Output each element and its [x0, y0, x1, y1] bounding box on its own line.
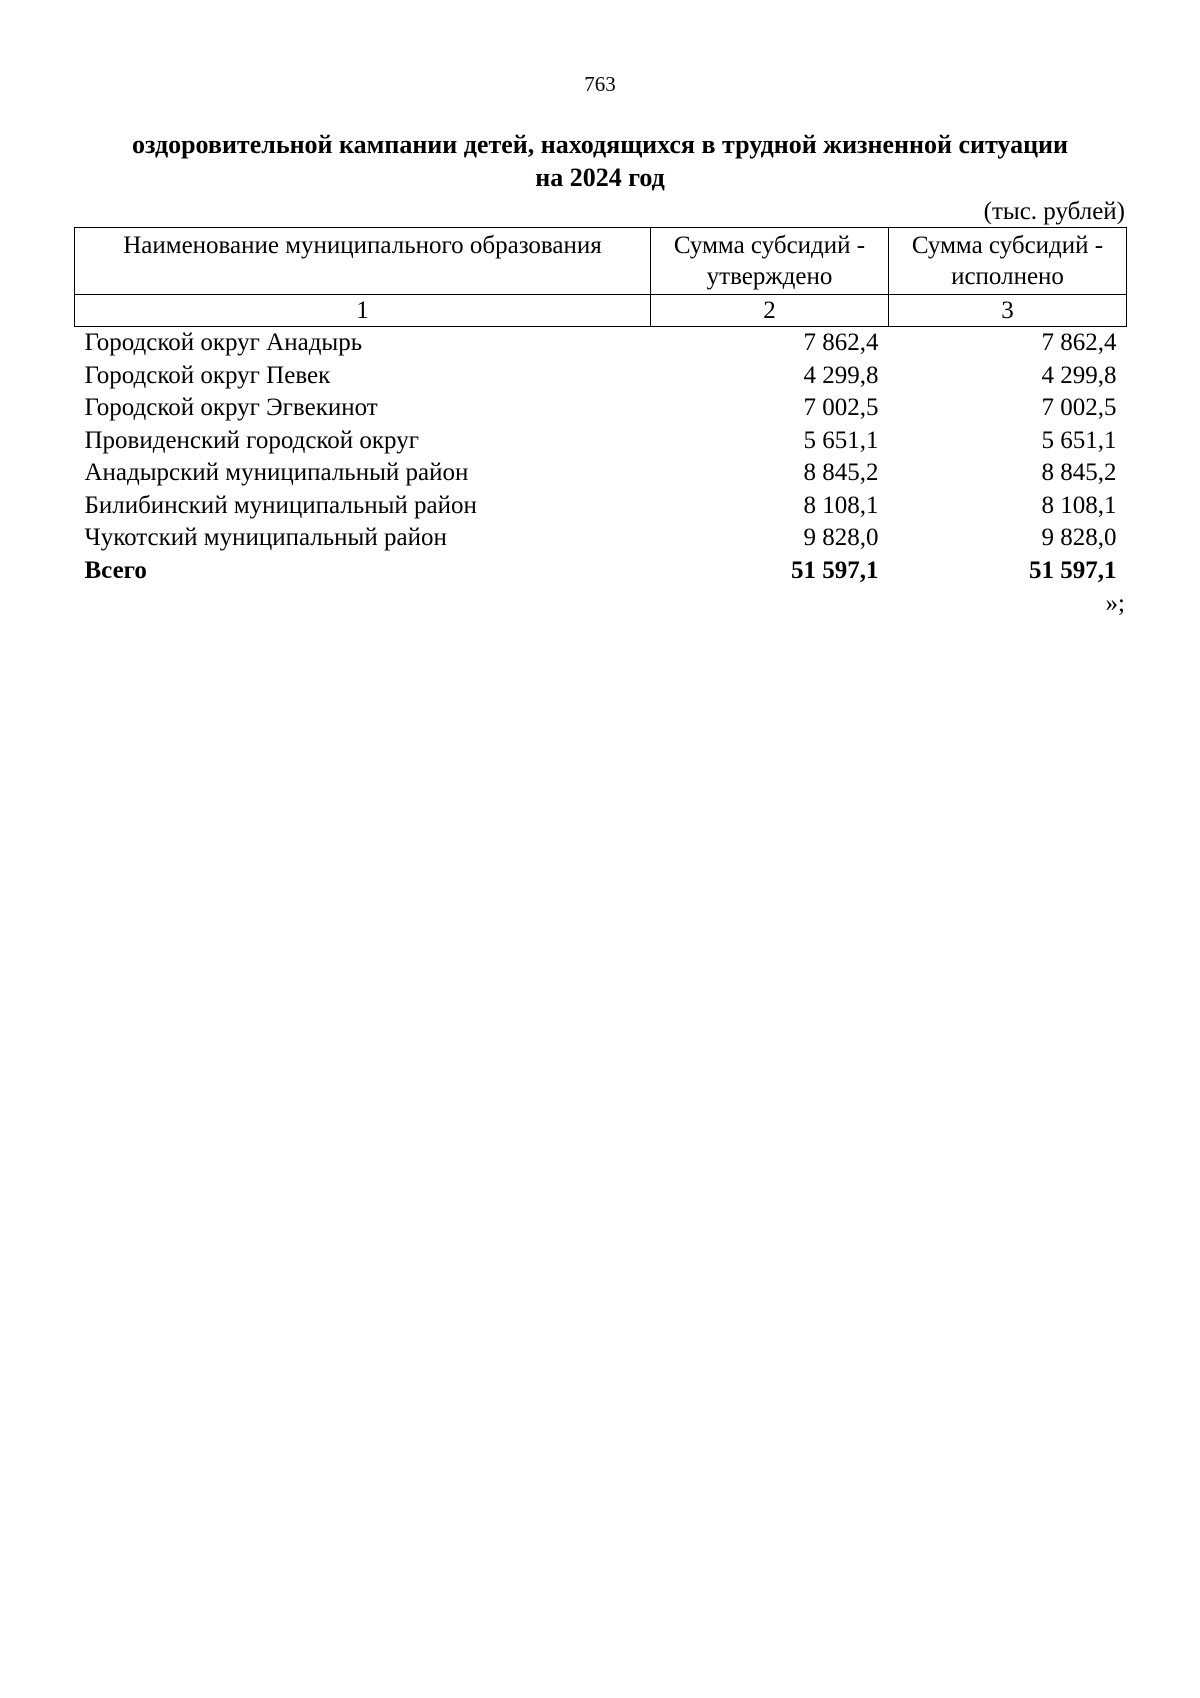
municipality-name: Билибинский муниципальный район — [84, 491, 477, 519]
municipality-name: Городской округ Эгвекинот — [84, 394, 378, 421]
title-line-2: на 2024 год — [535, 163, 665, 192]
column-number-row — [75, 295, 1127, 327]
executed-value: 7 862,4 — [1041, 329, 1117, 356]
executed-value: 5 651,1 — [1041, 426, 1117, 454]
table-row — [75, 490, 1127, 523]
table-header-row — [75, 228, 1127, 295]
header-municipality: Наименование муниципального образования — [75, 228, 651, 295]
municipality-name: Городской округ Певек — [84, 361, 331, 389]
header-executed: Сумма субсидий - исполнено — [889, 228, 1127, 295]
total-approved: 51 597,1 — [791, 556, 879, 584]
executed-value: 7 002,5 — [1041, 394, 1117, 421]
municipality-name: Провиденский городской округ — [84, 426, 419, 454]
closing-quote-mark: »; — [1105, 590, 1125, 617]
executed-value: 9 828,0 — [1041, 524, 1117, 551]
subsidy-table — [74, 227, 1127, 587]
total-row — [75, 555, 1127, 588]
approved-value: 4 299,8 — [803, 361, 879, 389]
units-label: (тыс. рублей) — [983, 198, 1125, 225]
title-line-1: оздоровительной кампании детей, находящихся в трудной жизненной ситуации — [131, 130, 1069, 159]
approved-value: 5 651,1 — [803, 426, 879, 454]
total-executed: 51 597,1 — [1029, 556, 1117, 584]
header-approved: Сумма субсидий - утверждено — [651, 228, 889, 295]
municipality-name: Городской округ Анадырь — [84, 329, 363, 356]
column-number: 1 — [75, 295, 651, 327]
page-title — [60, 128, 1140, 194]
municipality-name: Чукотский муниципальный район — [84, 524, 447, 551]
column-number: 3 — [889, 295, 1127, 327]
table-row — [75, 425, 1127, 458]
column-number: 2 — [651, 295, 889, 327]
executed-value: 8 108,1 — [1041, 491, 1117, 519]
executed-value: 8 845,2 — [1041, 459, 1117, 486]
approved-value: 9 828,0 — [803, 524, 879, 551]
municipality-name: Анадырский муниципальный район — [84, 459, 469, 486]
table-row — [75, 360, 1127, 393]
approved-value: 7 862,4 — [803, 329, 879, 356]
approved-value: 8 845,2 — [803, 459, 879, 486]
page-number: 763 — [584, 72, 616, 96]
table-row — [75, 457, 1127, 490]
approved-value: 8 108,1 — [803, 491, 879, 519]
executed-value: 4 299,8 — [1041, 361, 1117, 389]
table-row — [75, 522, 1127, 555]
total-label: Всего — [84, 556, 147, 584]
table-row — [75, 327, 1127, 360]
approved-value: 7 002,5 — [803, 394, 879, 421]
table-row — [75, 392, 1127, 425]
